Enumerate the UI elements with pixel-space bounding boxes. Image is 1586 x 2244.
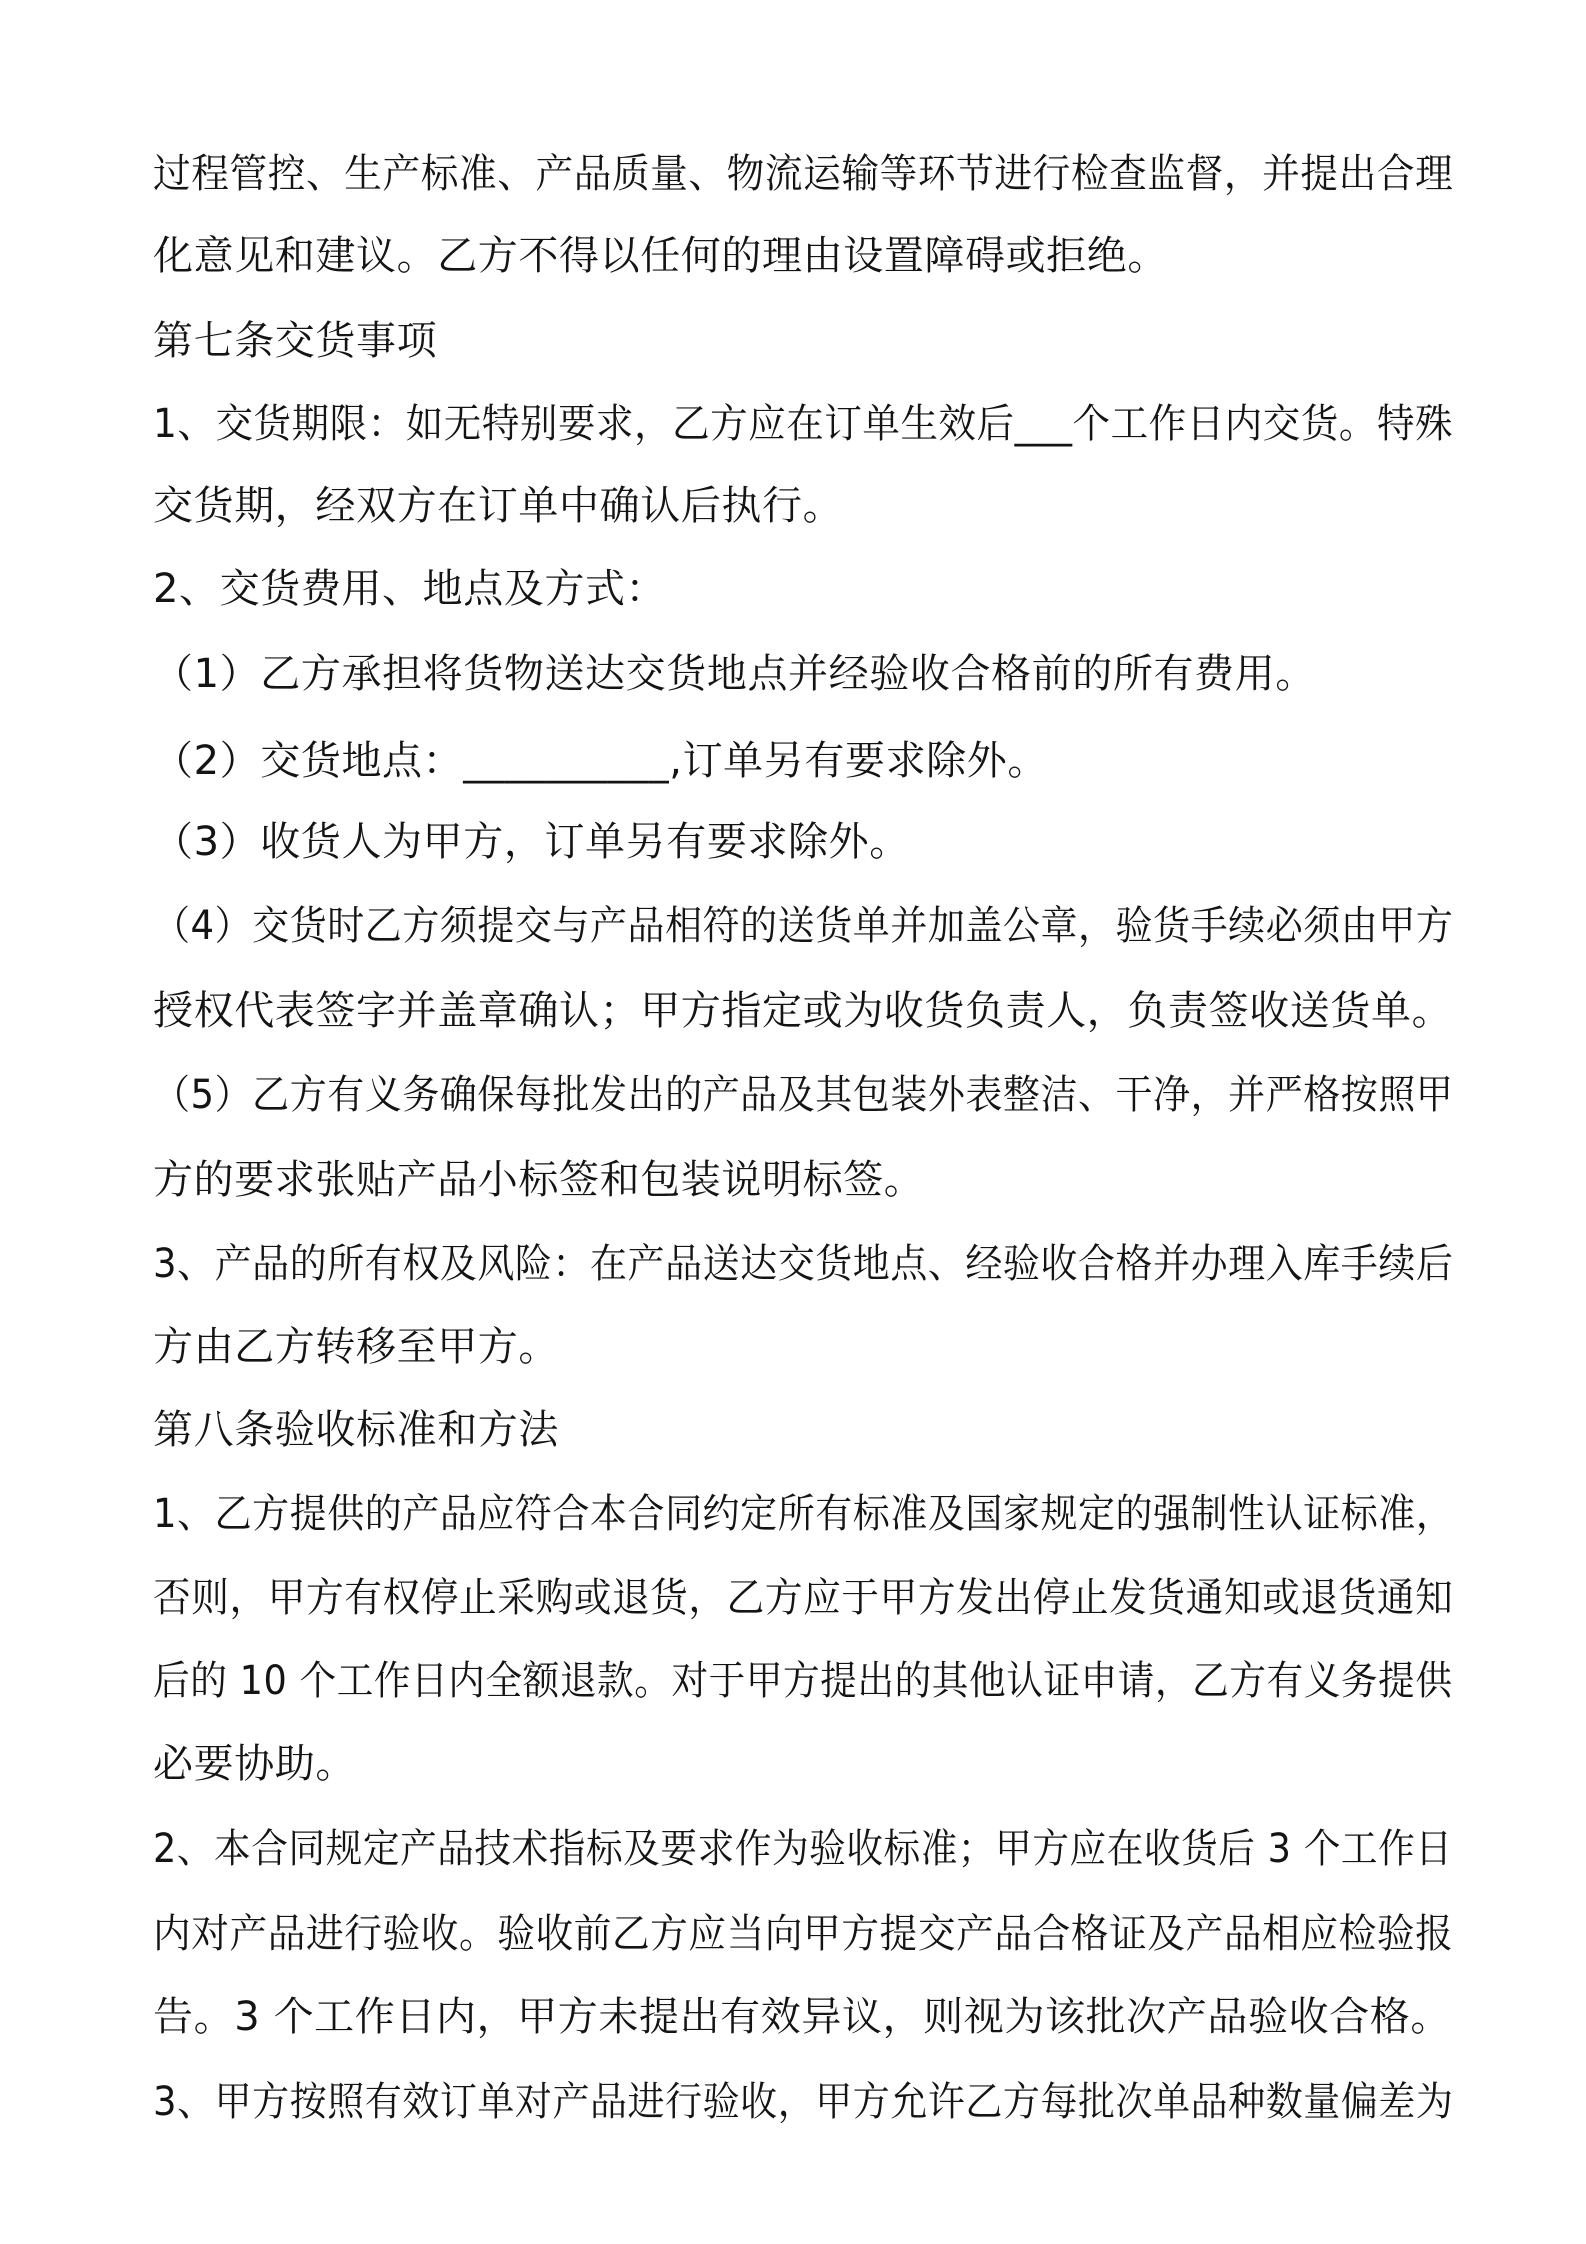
- text-line: 1、乙方提供的产品应符合本合同约定所有标准及国家规定的强制性认证标准，: [153, 1491, 1454, 1537]
- text-line: 否则，甲方有权停止采购或退货，乙方应于甲方发出停止发货通知或退货通知: [153, 1575, 1454, 1621]
- text-line: 3、甲方按照有效订单对产品进行验收，甲方允许乙方每批次单品种数量偏差为: [153, 2079, 1454, 2125]
- text-line: （3）收货人为甲方，订单另有要求除外。: [153, 819, 910, 865]
- text-line: 化意见和建议。乙方不得以任何的理由设置障碍或拒绝。: [153, 233, 1168, 279]
- text-line: 过程管控、生产标准、产品质量、物流运输等环节进行检查监督，并提出合理: [153, 151, 1454, 197]
- text-line: （4）交货时乙方须提交与产品相符的送货单并加盖公章，验货手续必须由甲方: [153, 903, 1454, 949]
- text-line: （2）交货地点：__________,订单另有要求除外。: [153, 738, 1048, 784]
- text-line: 2、交货费用、地点及方式：: [153, 566, 667, 612]
- text-line: 2、本合同规定产品技术指标及要求作为验收标准；甲方应在收货后 3 个工作日: [153, 1826, 1453, 1872]
- text-line: 3、产品的所有权及风险：在产品送达交货地点、经验收合格并办理入库手续后: [153, 1241, 1454, 1287]
- text-line: 必要协助。: [153, 1741, 356, 1787]
- text-line: 后的 10 个工作日内全额退款。对于甲方提出的其他认证申请，乙方有义务提供: [153, 1658, 1453, 1704]
- text-line: 1、交货期限：如无特别要求，乙方应在订单生效后___个工作日内交货。特殊: [153, 401, 1454, 447]
- text-line: 交货期，经双方在订单中确认后执行。: [153, 483, 844, 529]
- text-line: 方的要求张贴产品小标签和包装说明标签。: [153, 1157, 925, 1203]
- text-line: 方由乙方转移至甲方。: [153, 1324, 559, 1370]
- text-line: （1）乙方承担将货物送达交货地点并经验收合格前的所有费用。: [153, 651, 1316, 697]
- text-line: 内对产品进行验收。验收前乙方应当向甲方提交产品合格证及产品相应检验报: [153, 1911, 1454, 1957]
- section-heading: 第八条验收标准和方法: [153, 1407, 559, 1453]
- text-line: （5）乙方有义务确保每批发出的产品及其包装外表整洁、干净，并严格按照甲: [153, 1072, 1454, 1118]
- section-heading: 第七条交货事项: [153, 318, 438, 364]
- text-line: 告。3 个工作日内，甲方未提出有效异议，则视为该批次产品验收合格。: [153, 1994, 1451, 2040]
- text-line: 授权代表签字并盖章确认；甲方指定或为收货负责人，负责签收送货单。: [153, 988, 1453, 1034]
